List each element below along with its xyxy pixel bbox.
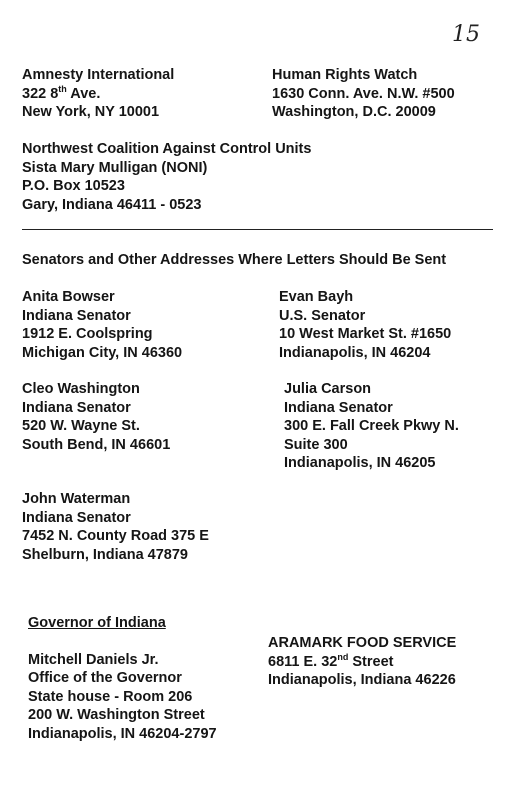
street-line: 10 West Market St. #1650 <box>279 326 452 342</box>
city-line: Shelburn, Indiana 47879 <box>22 546 188 563</box>
address-anita-bowser <box>22 288 182 362</box>
org-name: Human Rights Watch <box>272 67 418 83</box>
title-line: Indiana Senator <box>22 399 131 416</box>
address-governor <box>28 614 217 743</box>
page-number: 15 <box>452 22 480 47</box>
city-line: Michigan City, IN 46360 <box>22 344 183 361</box>
address-aramark <box>268 634 456 690</box>
address-northwest-coalition <box>22 140 311 214</box>
title-line: Indiana Senator <box>22 307 131 324</box>
divider-rule <box>22 229 493 230</box>
office-line: Office of the Governor <box>28 670 182 686</box>
person-name: Evan Bayh <box>279 289 354 305</box>
title-line: Indiana Senator <box>22 509 131 526</box>
address-human-rights-watch <box>272 66 455 122</box>
street-line: 520 W. Wayne St. <box>22 418 140 434</box>
governor-heading: Governor of Indiana <box>28 615 166 631</box>
city-line: Indianapolis, IN 46205 <box>284 455 436 471</box>
street-line: 6811 E. 32nd Street <box>268 651 394 670</box>
person-name: John Waterman <box>22 491 131 507</box>
building-line: State house - Room 206 <box>28 688 193 705</box>
contact-line: Sista Mary Mulligan (NONI) <box>22 159 208 176</box>
address-evan-bayh <box>279 288 451 362</box>
city-line: South Bend, IN 46601 <box>22 436 171 453</box>
street-line: 7452 N. County Road 375 E <box>22 528 209 544</box>
person-name: Julia Carson <box>284 381 372 397</box>
street-line: 1630 Conn. Ave. N.W. #500 <box>272 85 455 102</box>
address-john-waterman <box>22 490 209 564</box>
org-name: Amnesty International <box>22 67 175 83</box>
address-amnesty-international <box>22 66 174 122</box>
city-line: Indianapolis, IN 46204 <box>279 344 431 361</box>
street-line: 1912 E. Coolspring <box>22 326 153 342</box>
org-name: Northwest Coalition Against Control Units <box>22 141 312 157</box>
title-line: Indiana Senator <box>284 399 393 416</box>
street-line: 200 W. Washington Street <box>28 707 205 723</box>
city-line: Indianapolis, Indiana 46226 <box>268 672 456 688</box>
person-name: Anita Bowser <box>22 289 115 305</box>
person-name: Mitchell Daniels Jr. <box>28 651 159 668</box>
street-line: 322 8th Ave. <box>22 83 101 102</box>
org-name: ARAMARK FOOD SERVICE <box>268 635 457 651</box>
person-name: Cleo Washington <box>22 381 140 397</box>
suite-line: Suite 300 <box>284 436 348 453</box>
city-line: Gary, Indiana 46411 - 0523 <box>22 196 202 213</box>
address-julia-carson <box>284 380 459 473</box>
title-line: U.S. Senator <box>279 307 366 324</box>
section-heading: Senators and Other Addresses Where Letters Should Be Sent <box>22 252 447 268</box>
po-box-line: P.O. Box 10523 <box>22 178 125 194</box>
street-line: 300 E. Fall Creek Pkwy N. <box>284 418 459 434</box>
address-cleo-washington <box>22 380 170 454</box>
city-line: Washington, D.C. 20009 <box>272 104 436 120</box>
city-line: Indianapolis, IN 46204-2797 <box>28 725 217 742</box>
city-line: New York, NY 10001 <box>22 104 160 120</box>
